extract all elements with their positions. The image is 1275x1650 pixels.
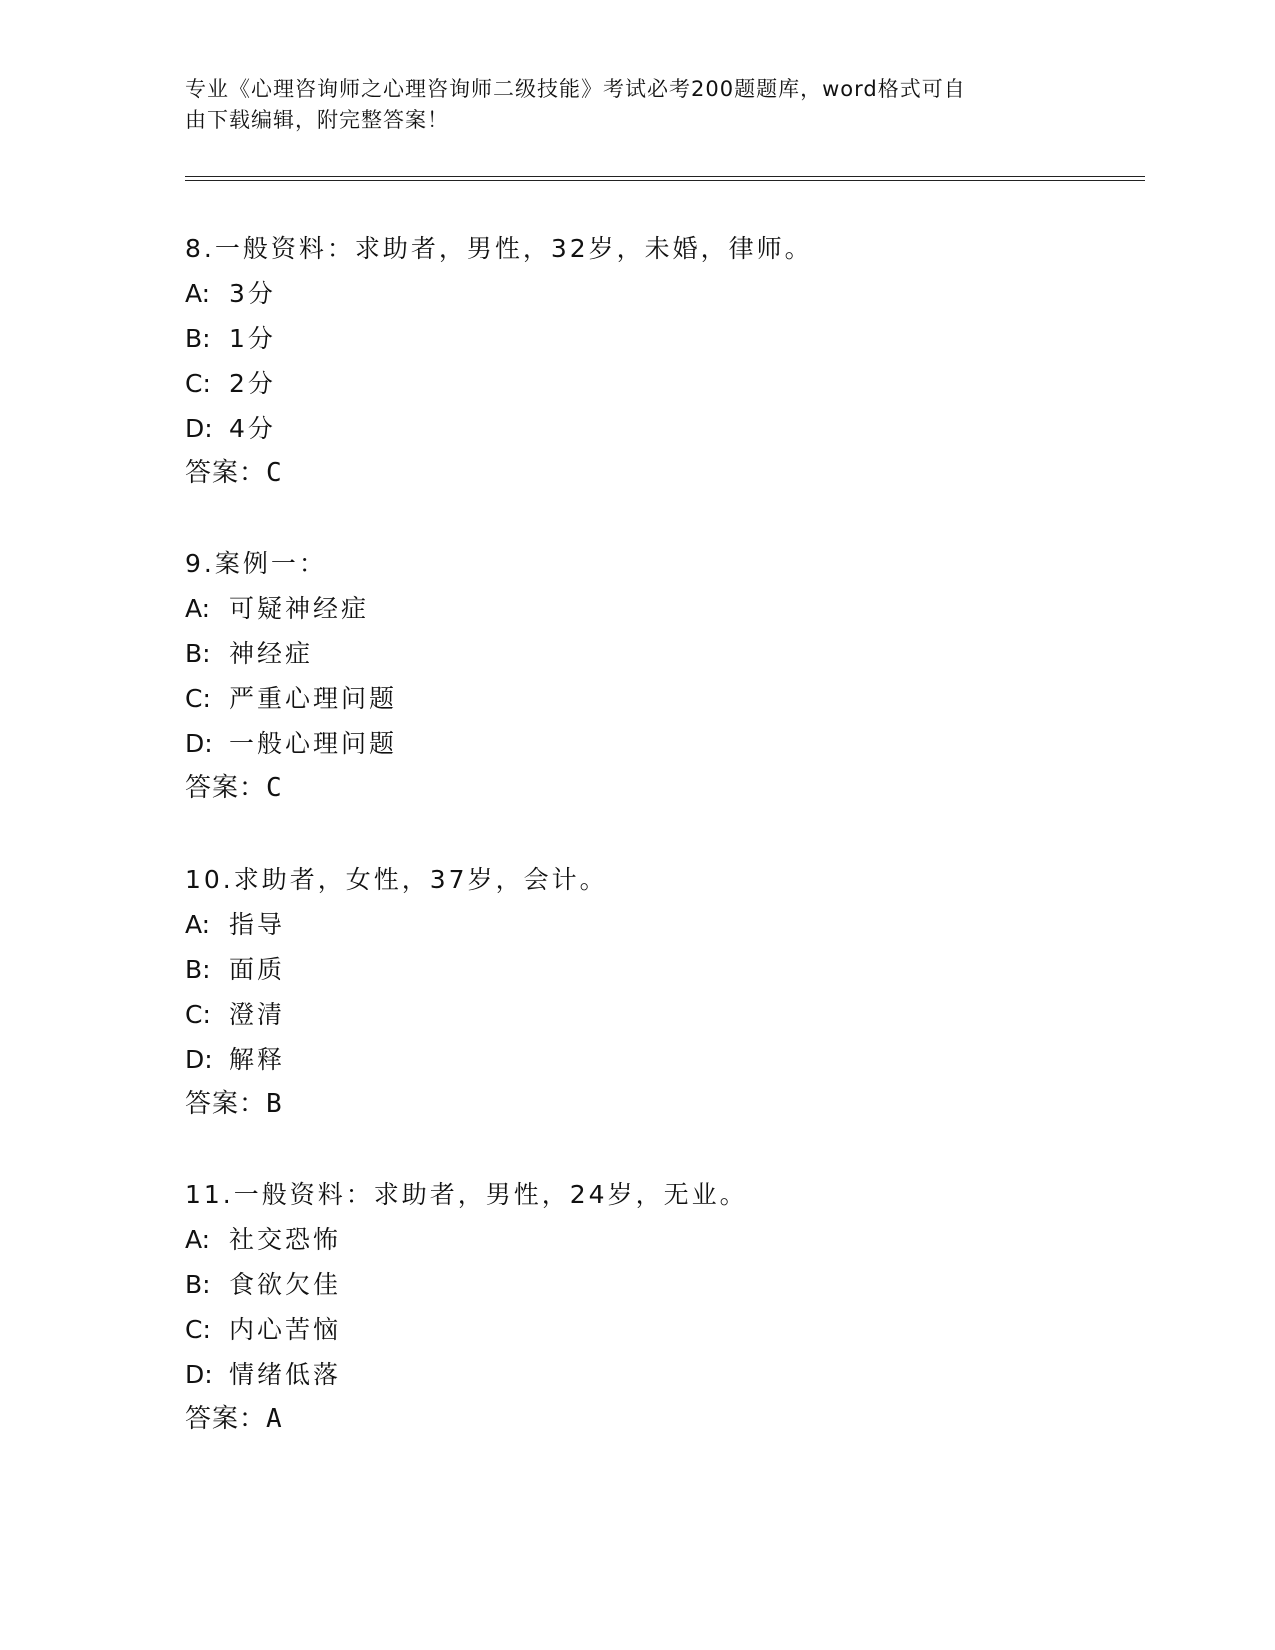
question-title: 8.一般资料：求助者，男性，32岁，未婚，律师。 [185,234,813,263]
option-letter: D: [185,1360,213,1389]
option-d [185,721,1145,766]
option-text: 1分 [229,324,276,353]
option-c [185,1307,1145,1352]
question-8 [185,226,1145,496]
option-text: 内心苦恼 [229,1315,342,1344]
header-line-2: 由下载编辑，附完整答案！ [185,108,449,132]
option-b [185,316,1145,361]
option-d [185,406,1145,451]
option-letter: A: [185,594,211,623]
option-letter: B: [185,639,211,668]
option-b [185,631,1145,676]
option-text: 3分 [229,279,276,308]
option-letter: D: [185,729,213,758]
option-a [185,271,1145,316]
question-11 [185,1172,1145,1442]
question-title: 10.求助者，女性，37岁，会计。 [185,865,608,894]
question-9 [185,541,1145,811]
option-text: 可疑神经症 [229,594,370,623]
answer-text: 答案：A [185,1404,283,1434]
answer-text: 答案：B [185,1089,283,1119]
header-double-rule [185,176,1145,181]
option-text: 社交恐怖 [229,1225,342,1254]
option-letter: A: [185,279,211,308]
question-title: 11.一般资料：求助者，男性，24岁，无业。 [185,1180,748,1209]
option-d [185,1037,1145,1082]
option-text: 神经症 [229,639,314,668]
option-a [185,1217,1145,1262]
option-c [185,361,1145,406]
option-letter: D: [185,414,213,443]
option-b [185,1262,1145,1307]
option-text: 4分 [229,414,276,443]
option-letter: C: [185,1000,211,1029]
option-text: 指导 [229,910,286,939]
answer-text: 答案：C [185,773,283,803]
option-text: 面质 [229,955,286,984]
option-a [185,586,1145,631]
option-letter: A: [185,1225,211,1254]
option-text: 2分 [229,369,276,398]
option-c [185,676,1145,721]
option-text: 解释 [229,1045,286,1074]
option-letter: B: [185,1270,211,1299]
question-10 [185,857,1145,1127]
option-letter: B: [185,955,211,984]
option-letter: B: [185,324,211,353]
header-line-1: 专业《心理咨询师之心理咨询师二级技能》考试必考200题题库，word格式可自 [185,77,966,101]
option-text: 澄清 [229,1000,286,1029]
option-d [185,1352,1145,1397]
option-letter: D: [185,1045,213,1074]
option-b [185,947,1145,992]
question-title: 9.案例一： [185,549,327,578]
option-a [185,902,1145,947]
answer-text: 答案：C [185,458,283,488]
option-text: 情绪低落 [229,1360,342,1389]
option-letter: C: [185,1315,211,1344]
option-letter: A: [185,910,211,939]
option-c [185,992,1145,1037]
document-header [185,74,1065,136]
option-letter: C: [185,684,211,713]
option-text: 严重心理问题 [229,684,398,713]
option-letter: C: [185,369,211,398]
option-text: 食欲欠佳 [229,1270,342,1299]
option-text: 一般心理问题 [229,729,398,758]
